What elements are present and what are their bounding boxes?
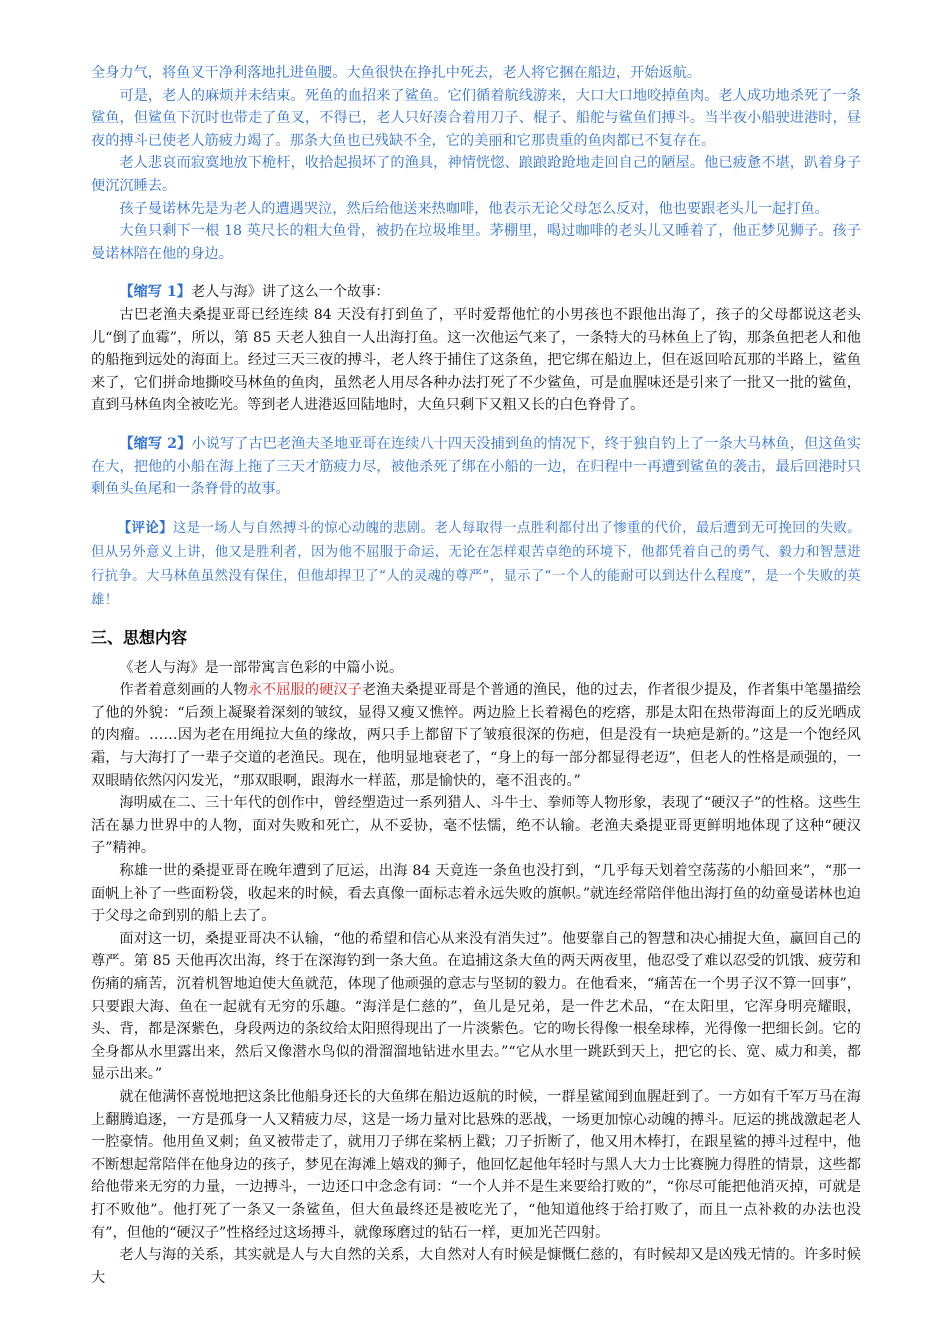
comment-tag: 【评论】 bbox=[117, 520, 173, 536]
document-page bbox=[91, 62, 861, 1289]
summary1-body: 古巴老渔夫桑提亚哥已经连续 84 天没有打到鱼了，平时爱帮他忙的小男孩也不跟他出海了，孩子的父母都说这老头儿“倒了血霉”，所以，第 85 天老人独自一人出海打鱼。这一次他运气来了，一条特大的马林鱼上了钩，那条鱼把老人和他的船拖到远处的海面上。经过三天三夜的搏斗，老人终于捕住了这条鱼，把它绑在船边上，但在返回哈瓦那的半路上，鲨鱼来了，它们拼命地撕咬马林鱼的鱼肉，虽然老人用尽各种办法打死了不少鲨鱼，可是血腥味还是引来了一批又一批的鲨鱼，直到马林鱼肉全被吃光。等到老人进港返回陆地时，大鱼只剩下又粗又长的白色脊骨了。 bbox=[91, 306, 861, 414]
summary1-lead bbox=[91, 281, 861, 304]
section-paragraph: 就在他满怀喜悦地把这条比他船身还长的大鱼绑在船边返航的时候，一群星鲨闻到血腥赶到了。一方如有千军万马在海上翻腾追逐，一方是孤身一人又精疲力尽，这是一场力量对比悬殊的恶战，一场更加惊心动魄的搏斗。厄运的挑战激起老人一腔豪情。他用鱼叉刺；鱼叉被带走了，就用刀子绑在桨柄上戳；刀子折断了，他又用木棒打，在跟星鲨的搏斗过程中，他不断想起常陪伴在他身边的孩子，梦见在海滩上嬉戏的狮子，他回忆起他年轻时与黑人大力士比赛腕力得胜的情景，这些都给他带来无穷的力量，一边搏斗，一边还口中念念有词：“一个人并不是生来要给打败的”，“你尽可能把他消灭掉，可就是打不败他”。他打死了一条又一条鲨鱼，但大鱼最终还是被吃光了，“他知道他终于给打败了，而且一点补救的办法也没有”，但他的“硬汉子”性格经过这场搏斗，就像琢磨过的钻石一样，更加光芒四射。 bbox=[91, 1088, 861, 1241]
section-paragraph: 老人与海的关系，其实就是人与大自然的关系，大自然对人有时候是慷慨仁慈的，有时候却又是凶残无情的。许多时候大 bbox=[91, 1247, 861, 1286]
portrait-before: 作者着意刻画的人物 bbox=[119, 682, 248, 699]
story-paragraph: 孩子曼诺林先是为老人的遭遇哭泣，然后给他送来热咖啡，他表示无论父母怎么反对，他也要跟老头儿一起打鱼。 bbox=[119, 200, 829, 217]
story-paragraph: 老人悲哀而寂寞地放下桅杆，收拾起损坏了的渔具，神情恍惚、踉踉跄跄地走回自己的陋屋。他已疲惫不堪，趴着身子便沉沉睡去。 bbox=[91, 155, 861, 194]
comment bbox=[91, 517, 861, 613]
section-paragraph: 海明威在二、三十年代的创作中，曾经塑造过一系列猎人、斗牛士、拳师等人物形象，表现了“硬汉子”的性格。这些生活在暴力世界中的人物，面对失败和死亡，从不妥协，毫不怯懦，绝不认输。老渔夫桑提亚哥更鲜明地体现了这种“硬汉子”精神。 bbox=[91, 795, 861, 857]
highlight-phrase: 永不屈服的硬汉子 bbox=[247, 682, 362, 699]
section-paragraph: 《老人与海》是一部带寓言色彩的中篇小说。 bbox=[119, 659, 404, 676]
section-paragraph: 面对这一切，桑提亚哥决不认输，“他的希望和信心从来没有消失过”。他要靠自己的智慧和决心捕捉大鱼，赢回自己的尊严。第 85 天他再次出海，终于在深海钓到一条大鱼。在追捕这条大鱼的两天两夜里，他忍受了难以忍受的饥饿、疲劳和伤痛的痛苦，沉着机智地迫使大鱼就范，体现了他顽强的意志与坚韧的毅力。在他看来，“痛苦在一个男子汉不算一回事”，只要跟大海、鱼在一起就有无穷的乐趣。“海洋是仁慈的”，鱼儿是兄弟，是一件艺术品，“在太阳里，它浑身明亮耀眼，头、背，都是深紫色，身段两边的条纹给太阳照得现出了一片淡紫色。它的吻长得像一根垒球棒，光得像一把细长剑。它的全身都从水里露出来，然后又像潜水鸟似的滑溜溜地钻进水里去。”“它从水里一跳跃到天上，把它的长、宽、威力和美，都显示出来。” bbox=[91, 930, 861, 1083]
summary2-body: 小说写了古巴老渔夫圣地亚哥在连续八十四天没捕到鱼的情况下，终于独自钓上了一条大马林鱼，但这鱼实在大，把他的小船在海上拖了三天才筋疲力尽，被他杀死了绑在小船的一边，在归程中一再遭到鲨鱼的袭击，最后回港时只剩鱼头鱼尾和一条脊骨的故事。 bbox=[91, 435, 861, 498]
story-paragraph: 全身力气，将鱼叉干净利落地扎进鱼腰。大鱼很快在挣扎中死去，老人将它捆在船边，开始返航。 bbox=[91, 65, 702, 81]
section-paragraph: 称雄一世的桑提亚哥在晚年遭到了厄运，出海 84 天竟连一条鱼也没打到，“几乎每天划着空荡荡的小船回来”，“那一面帆上补了一些面粉袋，收起来的时候，看去真像一面标志着永远失败的旗帜。”就连经常陪伴他出海打鱼的幼童曼诺林也迫于父母之命到别的船上去了。 bbox=[91, 863, 861, 925]
summary1-lead-text: 老人与海》讲了这么一个故事： bbox=[190, 284, 390, 301]
summary2-tag: 【缩写 2】 bbox=[119, 435, 192, 452]
portrait-paragraph bbox=[91, 679, 861, 792]
story-paragraph: 可是，老人的麻烦并未结束。死鱼的血招来了鲨鱼。它们循着航线游来，大口大口地咬掉鱼肉。老人成功地杀死了一条鲨鱼，但鲨鱼下沉时也带走了鱼叉，不得已，老人只好凑合着用刀子、棍子、船舵与鲨鱼们搏斗。当半夜小船驶进港时，昼夜的搏斗已使老人筋疲力竭了。那条大鱼也已残缺不全，它的美丽和它那贵重的鱼肉都已不复存在。 bbox=[91, 87, 861, 149]
comment-body: 这是一场人与自然搏斗的惊心动魄的悲剧。老人每取得一点胜利都付出了惨重的代价，最后遭到无可挽回的失败。但从另外意义上讲，他又是胜利者，因为他不屈服于命运，无论在怎样艰苦卓绝的环境下，他都凭着自己的勇气、毅力和智慧进行抗争。大马林鱼虽然没有保住，但他却捍卫了“人的灵魂的尊严”，显示了“一个人的能耐可以到达什么程度”，是一个失败的英雄！ bbox=[91, 520, 861, 608]
summary2 bbox=[91, 433, 861, 501]
portrait-after: 老渔夫桑提亚哥是个普通的渔民，他的过去，作者很少提及，作者集中笔墨描绘了他的外貌：“后颈上凝聚着深刻的皱纹，显得又瘦又憔悴。两边脸上长着褐色的疙瘩，那是太阳在热带海面上的反光晒成的肉瘤。……因为老在用绳拉大鱼的缘故，两只手上都留下了皱痕很深的伤疤，但是没有一块疤是新的。”这是一个饱经风霜，与大海打了一辈子交道的老渔民。现在，他明显地衰老了，“身上的每一部分都显得老迈”，但老人的性格是顽强的，一双眼睛依然闪闪发光，“那双眼啊，跟海水一样蓝，那是愉快的，毫不沮丧的。” bbox=[91, 682, 861, 789]
section-heading: 三、思想内容 bbox=[91, 627, 188, 647]
summary1-tag: 【缩写 1】 bbox=[119, 284, 191, 301]
story-paragraph: 大鱼只剩下一根 18 英尺长的粗大鱼骨，被扔在垃圾堆里。茅棚里，喝过咖啡的老头儿又睡着了，他正梦见狮子。孩子曼诺林陪在他的身边。 bbox=[91, 223, 861, 262]
